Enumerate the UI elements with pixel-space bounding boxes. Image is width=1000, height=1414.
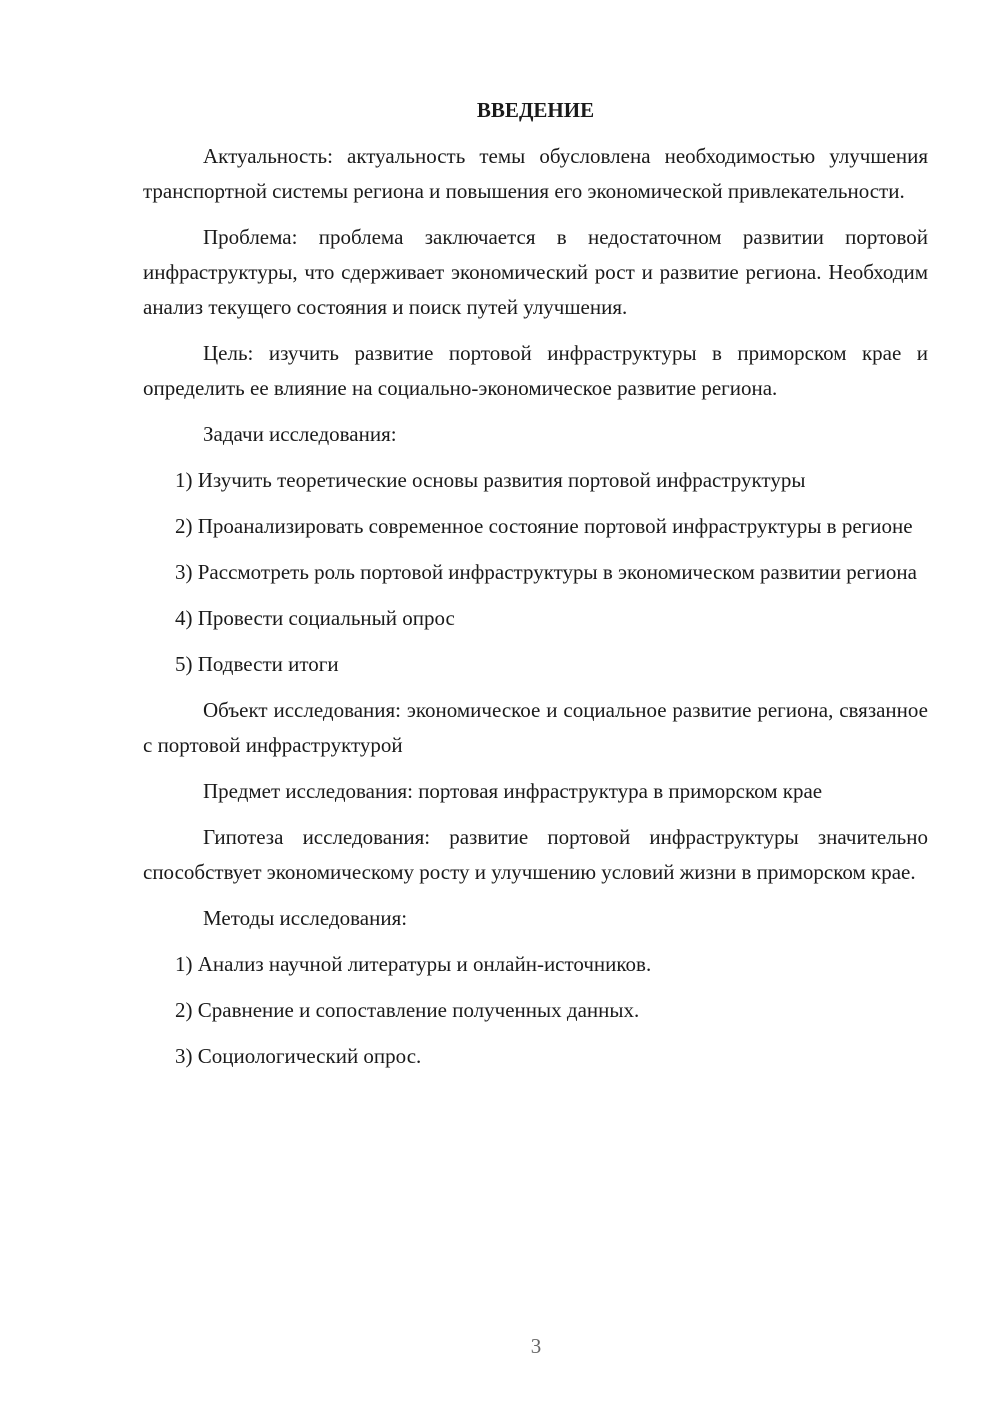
task-item: 1) Изучить теоретические основы развития портовой инфраструктуры <box>175 468 806 492</box>
tasks-heading: Задачи исследования: <box>203 422 397 446</box>
section-heading: ВВЕДЕНИЕ <box>476 98 595 122</box>
methods-heading: Методы исследования: <box>203 906 408 930</box>
subject-paragraph: Предмет исследования: портовая инфраструктура в приморском крае <box>203 779 823 803</box>
goal-paragraph: Цель: изучить развитие портовой инфраструктуры в приморском крае и определить ее влияние на социально-экономическое развитие региона. <box>143 341 928 400</box>
task-item: 3) Рассмотреть роль портовой инфраструктуры в экономическом развитии региона <box>175 560 917 584</box>
method-item: 3) Социологический опрос. <box>175 1044 422 1068</box>
relevance-paragraph: Актуальность: актуальность темы обусловлена необходимостью улучшения транспортной системы региона и повышения его экономической привлекательности. <box>143 144 928 203</box>
task-item: 5) Подвести итоги <box>175 652 339 676</box>
page-number: 3 <box>530 1334 542 1358</box>
task-item: 2) Проанализировать современное состояние портовой инфраструктуры в регионе <box>175 514 913 538</box>
method-item: 2) Сравнение и сопоставление полученных данных. <box>175 998 640 1022</box>
task-item: 4) Провести социальный опрос <box>175 606 455 630</box>
method-item: 1) Анализ научной литературы и онлайн-источников. <box>175 952 652 976</box>
hypothesis-paragraph: Гипотеза исследования: развитие портовой инфраструктуры значительно способствует экономическому росту и улучшению условий жизни в приморском крае. <box>143 825 928 884</box>
page-content <box>143 93 928 1085</box>
object-paragraph: Объект исследования: экономическое и социальное развитие региона, связанное с портовой инфраструктурой <box>143 698 928 757</box>
problem-paragraph: Проблема: проблема заключается в недостаточном развитии портовой инфраструктуры, что сдерживает экономический рост и развитие региона. Необходим анализ текущего состояния и поиск путей улучшения. <box>143 225 928 319</box>
